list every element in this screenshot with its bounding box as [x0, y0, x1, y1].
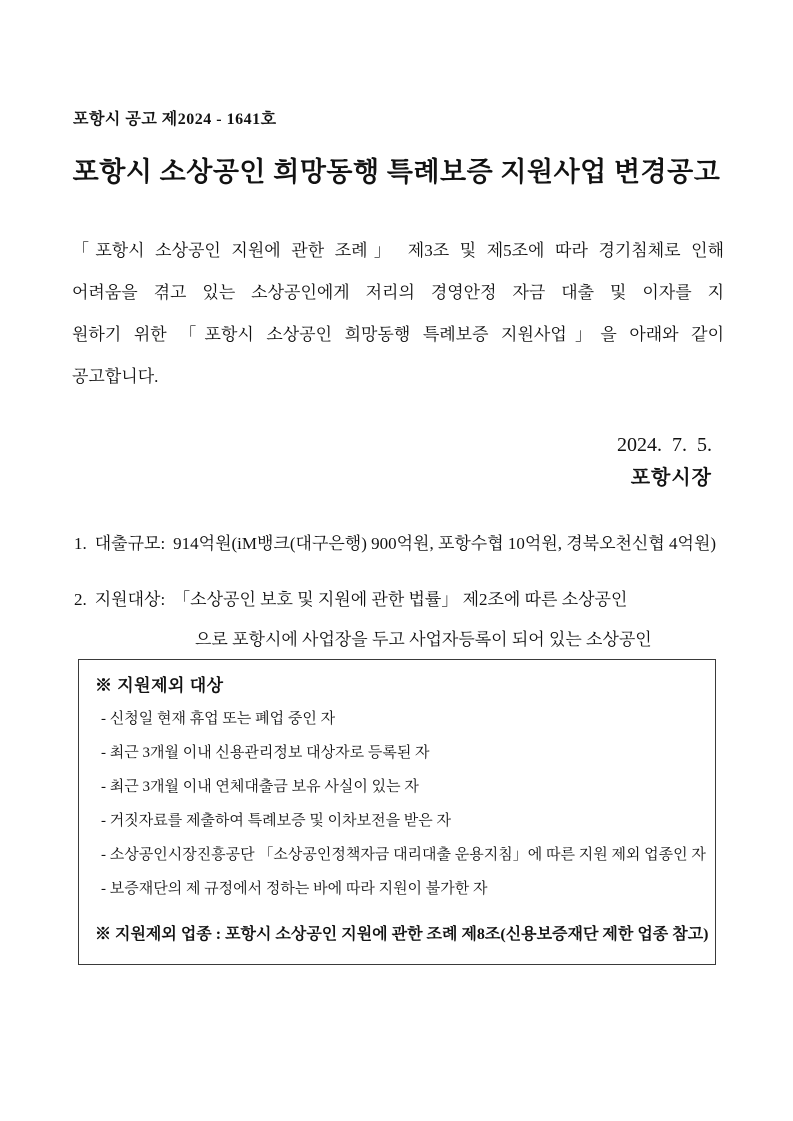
intro-paragraph: [72, 230, 724, 398]
item-number: 2.: [74, 590, 87, 609]
list-item-support-target-continuation: 으로 포항시에 사업장을 두고 사업자등록이 되어 있는 소상공인: [195, 630, 652, 649]
item-label: 대출규모:: [94, 534, 166, 553]
intro-line-1: 「포항시 소상공인 지원에 관한 조례」 제3조 및 제5조에 따라 경기침체로 인해: [72, 241, 724, 260]
signer-mayor: 포항시장: [630, 467, 712, 489]
item-number: 1.: [74, 534, 87, 553]
exclusion-bullet-1: - 신청일 현재 휴업 또는 폐업 중인 자: [101, 711, 336, 727]
intro-line-2: 어려움을 겪고 있는 소상공인에게 저리의 경영안정 자금 대출 및 이자를 지: [72, 283, 724, 302]
intro-line-3: 원하기 위한 「포항시 소상공인 희망동행 특례보증 지원사업」을 아래와 같이: [72, 325, 724, 344]
exclusion-box: [78, 659, 716, 965]
announcement-date: 2024. 7. 5.: [617, 434, 712, 456]
exclusion-bullet-5: - 소상공인시장진흥공단 「소상공인정책자금 대리대출 운용지침」에 따른 지원 제외 업종인 자: [101, 847, 706, 863]
exclusion-bullet-4: - 거짓자료를 제출하여 특례보증 및 이차보전을 받은 자: [101, 813, 452, 829]
item-content: 914억원(iM뱅크(대구은행) 900억원, 포항수협 10억원, 경북오천신협 4억원): [173, 534, 717, 553]
page-title: 포항시 소상공인 희망동행 특례보증 지원사업 변경공고: [72, 157, 721, 187]
list-item-support-target: [74, 585, 627, 610]
exclusion-bullet-6: - 보증재단의 제 규정에서 정하는 바에 따라 지원이 불가한 자: [101, 881, 488, 897]
item-content: 「소상공인 보호 및 지원에 관한 법률」 제2조에 따른 소상공인: [173, 590, 628, 609]
list-item-loan-scale: [74, 529, 716, 554]
exclusion-bullet-3: - 최근 3개월 이내 연체대출금 보유 사실이 있는 자: [101, 779, 419, 795]
notice-number: 포항시 공고 제2024 - 1641호: [73, 111, 277, 128]
intro-line-4: 공고합니다.: [72, 367, 159, 386]
exclusion-box-footer: ※ 지원제외 업종 : 포항시 소상공인 지원에 관한 조례 제8조(신용보증재단 제한 업종 참고): [95, 926, 709, 943]
exclusion-bullet-2: - 최근 3개월 이내 신용관리정보 대상자로 등록된 자: [101, 745, 430, 761]
item-label: 지원대상:: [94, 590, 166, 609]
date-signature-block: [617, 432, 712, 491]
exclusion-box-heading: ※ 지원제외 대상: [95, 676, 224, 695]
